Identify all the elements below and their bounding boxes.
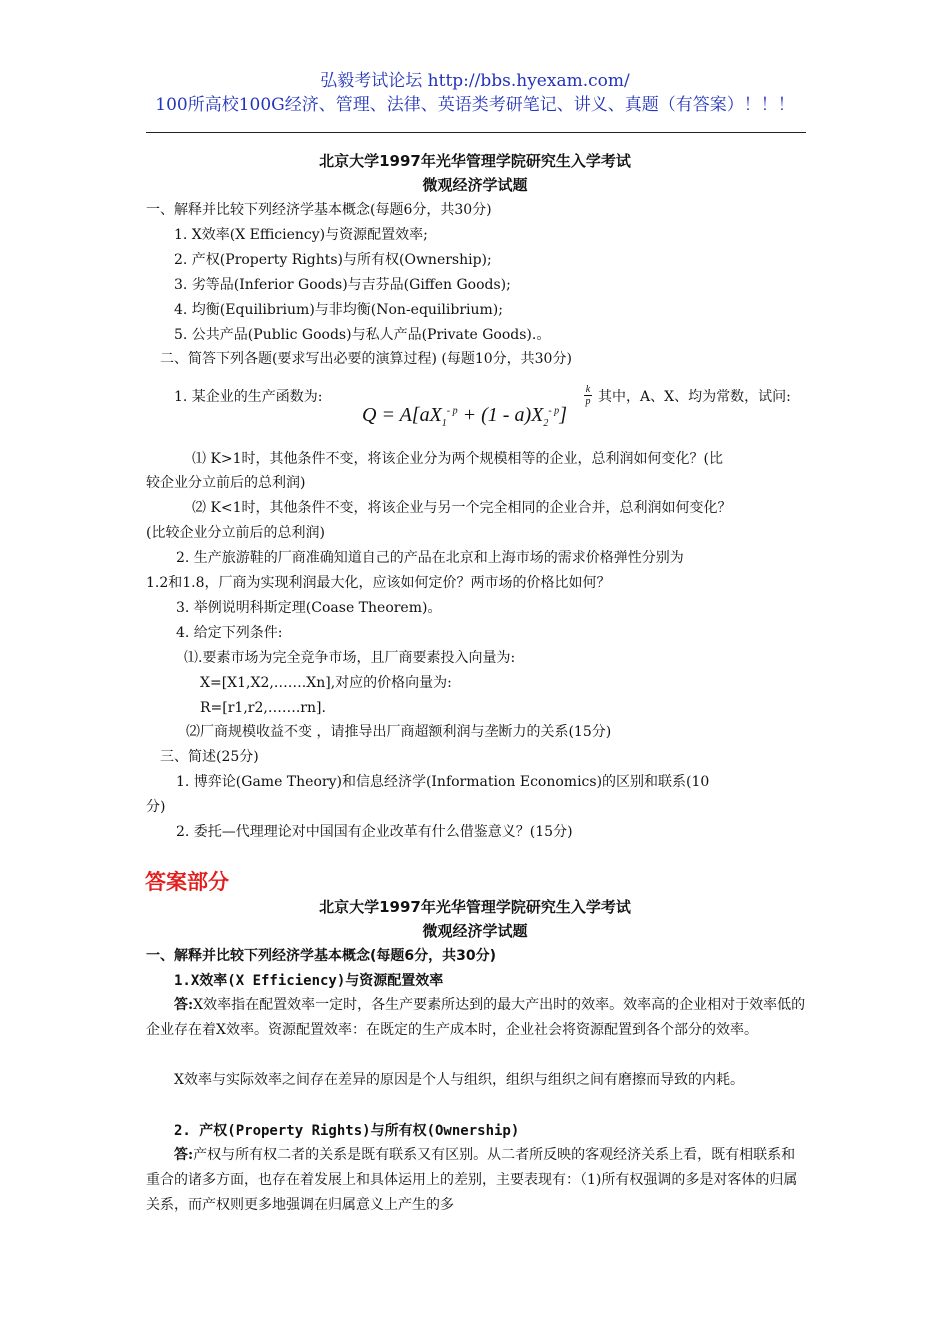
q2-text-cont: 1.2和1.8，厂商为实现利润最大化，应该如何定价？两市场的价格比如何？ xyxy=(146,575,611,591)
section3-heading: 三、简述(25分) xyxy=(160,749,259,765)
answer1-label: 答: xyxy=(174,997,194,1013)
q2-text: 2. 生产旅游鞋的厂商准确知道自己的产品在北京和上海市场的需求价格弹性分别为 xyxy=(176,550,684,566)
formula-mid: + (1 - a)X xyxy=(457,404,544,426)
answer1-paragraph1 xyxy=(146,993,808,1043)
q1-part-b: ⑵ K<1时，其他条件不变，将该企业与另一个完全相同的企业合并，总利润如何变化？ xyxy=(192,500,732,516)
section1-item: 3. 劣等品(Inferior Goods)与吉芬品(Giffen Goods); xyxy=(174,277,511,293)
formula-exp2: - p xyxy=(548,405,560,417)
q3-text: 3. 举例说明科斯定理(Coase Theorem)。 xyxy=(176,600,442,616)
answer2-title: 2. 产权(Property Rights)与所有权(Ownership) xyxy=(174,1123,520,1139)
section2-heading: 二、简答下列各题(要求写出必要的演算过程) (每题10分，共30分) xyxy=(160,351,572,367)
formula-outer-exponent xyxy=(584,384,592,407)
promo-header-line: 100所高校100G经济、管理、法律、英语类考研笔记、讲义、真题（有答案）！！！ xyxy=(155,95,795,115)
section3-q2: 2. 委托—代理理论对中国国有企业改革有什么借鉴意义？(15分) xyxy=(176,824,573,840)
exam-title: 北京大学1997年光华管理学院研究生入学考试 xyxy=(319,152,631,170)
forum-header-line: 弘毅考试论坛 http://bbs.hyexam.com/ xyxy=(320,71,630,91)
answers-heading: 一、解释并比较下列经济学基本概念(每题6分，共30分) xyxy=(146,948,497,964)
section1-item: 4. 均衡(Equilibrium)与非均衡(Non-equilibrium); xyxy=(174,302,503,318)
section1-item: 2. 产权(Property Rights)与所有权(Ownership); xyxy=(174,252,492,268)
q4-vector-x: X=[X1,X2,…….Xn],对应的价格向量为: xyxy=(200,675,452,691)
formula-main: Q = A[aX xyxy=(362,404,442,426)
formula-exp1: - p xyxy=(446,405,458,417)
q1-part-b-cont: (比较企业分立前后的总利润) xyxy=(146,525,325,541)
section3-q1: 1. 博弈论(Game Theory)和信息经济学(Information Economics)的区别和联系(10 xyxy=(176,774,710,790)
section1-item: 1. X效率(X Efficiency)与资源配置效率; xyxy=(174,227,428,243)
q1-part-a-cont: 较企业分立前后的总利润) xyxy=(146,475,306,491)
formula-close: ] xyxy=(559,404,567,426)
answer1-paragraph2: X效率与实际效率之间存在差异的原因是个人与组织，组织与组织之间有磨擦而导致的内耗。 xyxy=(174,1072,744,1088)
q4-vector-r: R=[r1,r2,…….rn]. xyxy=(200,700,326,716)
formula-sub1: 1 xyxy=(441,418,447,429)
formula-sub2: 2 xyxy=(543,418,549,429)
section1-item: 5. 公共产品(Public Goods)与私人产品(Private Goods).。 xyxy=(174,327,551,343)
answers-label: 答案部分 xyxy=(145,870,229,894)
production-function-formula xyxy=(362,404,567,429)
answer1-text1: X效率指在配置效率一定时，各生产要素所达到的最大产出时的效率。效率高的企业相对于效率低的企业存在着X效率。资源配置效率：在既定的生产成本时，企业社会将资源配置到各个部分的效率。 xyxy=(146,997,806,1038)
q4-condition-1: ⑴.要素市场为完全竞争市场，且厂商要素投入向量为: xyxy=(184,650,516,666)
formula-exp-kp: p xyxy=(585,396,591,407)
section3-q1-cont: 分) xyxy=(146,799,166,815)
header-divider xyxy=(146,132,806,133)
exam-subtitle: 微观经济学试题 xyxy=(422,176,528,194)
answer2-label: 答: xyxy=(174,1147,194,1163)
q1-intro: 1. 某企业的生产函数为: xyxy=(174,389,323,405)
answers-subtitle: 微观经济学试题 xyxy=(422,922,528,940)
q4-condition-2: ⑵厂商规模收益不变 ，请推导出厂商超额利润与垄断力的关系(15分) xyxy=(186,724,612,740)
q4-text: 4. 给定下列条件: xyxy=(176,625,283,641)
q1-tail: 其中，A、X、均为常数，试问: xyxy=(598,389,791,405)
formula-exp-k: k xyxy=(585,384,591,395)
answers-title: 北京大学1997年光华管理学院研究生入学考试 xyxy=(319,898,631,916)
answer1-title: 1.X效率(X Efficiency)与资源配置效率 xyxy=(174,973,444,989)
section1-heading: 一、解释并比较下列经济学基本概念(每题6分，共30分) xyxy=(146,202,492,218)
answer2-text1: 产权与所有权二者的关系是既有联系又有区别。从二者所反映的客观经济关系上看，既有相联系和重合的诸多方面，也存在着发展上和具体运用上的差别，主要表现有：（1)所有权强调的多是对客体的归属关系，而产权则更多地强调在归属意义上产生的多 xyxy=(146,1147,798,1213)
answer2-paragraph1 xyxy=(146,1143,808,1218)
q1-part-a: ⑴ K>1时，其他条件不变，将该企业分为两个规模相等的企业，总利润如何变化？(比 xyxy=(192,451,724,467)
